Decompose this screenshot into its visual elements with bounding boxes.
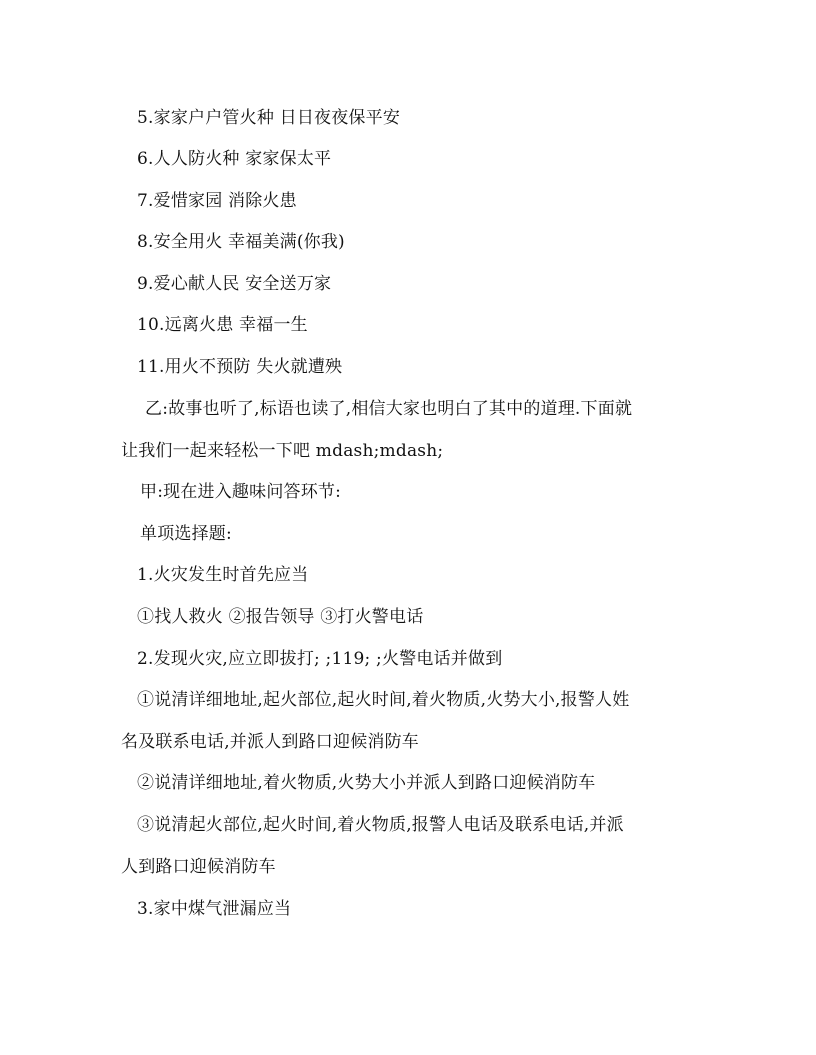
slogan-line-5: 5.家家户户管火种 日日夜夜保平安 <box>137 108 401 128</box>
question-2-option-3-line-1: ③说清起火部位,起火时间,着火物质,报警人电话及联系电话,并派 <box>137 815 624 835</box>
slogan-line-10: 10.远离火患 幸福一生 <box>137 315 308 335</box>
section-heading: 单项选择题: <box>140 524 232 544</box>
question-2: 2.发现火灾,应立即拔打; ;119; ;火警电话并做到 <box>137 649 503 669</box>
question-1: 1.火灾发生时首先应当 <box>137 565 309 585</box>
question-2-option-3-line-2: 人到路口迎候消防车 <box>121 857 276 877</box>
dialogue-jia-line: 甲:现在进入趣味问答环节: <box>140 482 342 502</box>
question-2-option-1-line-2: 名及联系电话,并派人到路口迎候消防车 <box>121 732 420 752</box>
question-2-option-2: ②说清详细地址,着火物质,火势大小并派人到路口迎候消防车 <box>137 773 596 793</box>
slogan-line-6: 6.人人防火种 家家保太平 <box>137 149 332 169</box>
slogan-line-8: 8.安全用火 幸福美满(你我) <box>137 232 345 252</box>
dialogue-yi-line-1: 乙:故事也听了,标语也读了,相信大家也明白了其中的道理.下面就 <box>145 399 633 419</box>
question-3: 3.家中煤气泄漏应当 <box>137 899 292 919</box>
question-1-options: ①找人救火 ②报告领导 ③打火警电话 <box>137 607 424 627</box>
question-2-option-1-line-1: ①说清详细地址,起火部位,起火时间,着火物质,火势大小,报警人姓 <box>137 690 630 710</box>
slogan-line-11: 11.用火不预防 失火就遭殃 <box>137 357 343 377</box>
slogan-line-7: 7.爱惜家园 消除火患 <box>137 191 297 211</box>
slogan-line-9: 9.爱心献人民 安全送万家 <box>137 274 332 294</box>
dialogue-yi-line-2: 让我们一起来轻松一下吧 mdash;mdash; <box>121 441 444 461</box>
